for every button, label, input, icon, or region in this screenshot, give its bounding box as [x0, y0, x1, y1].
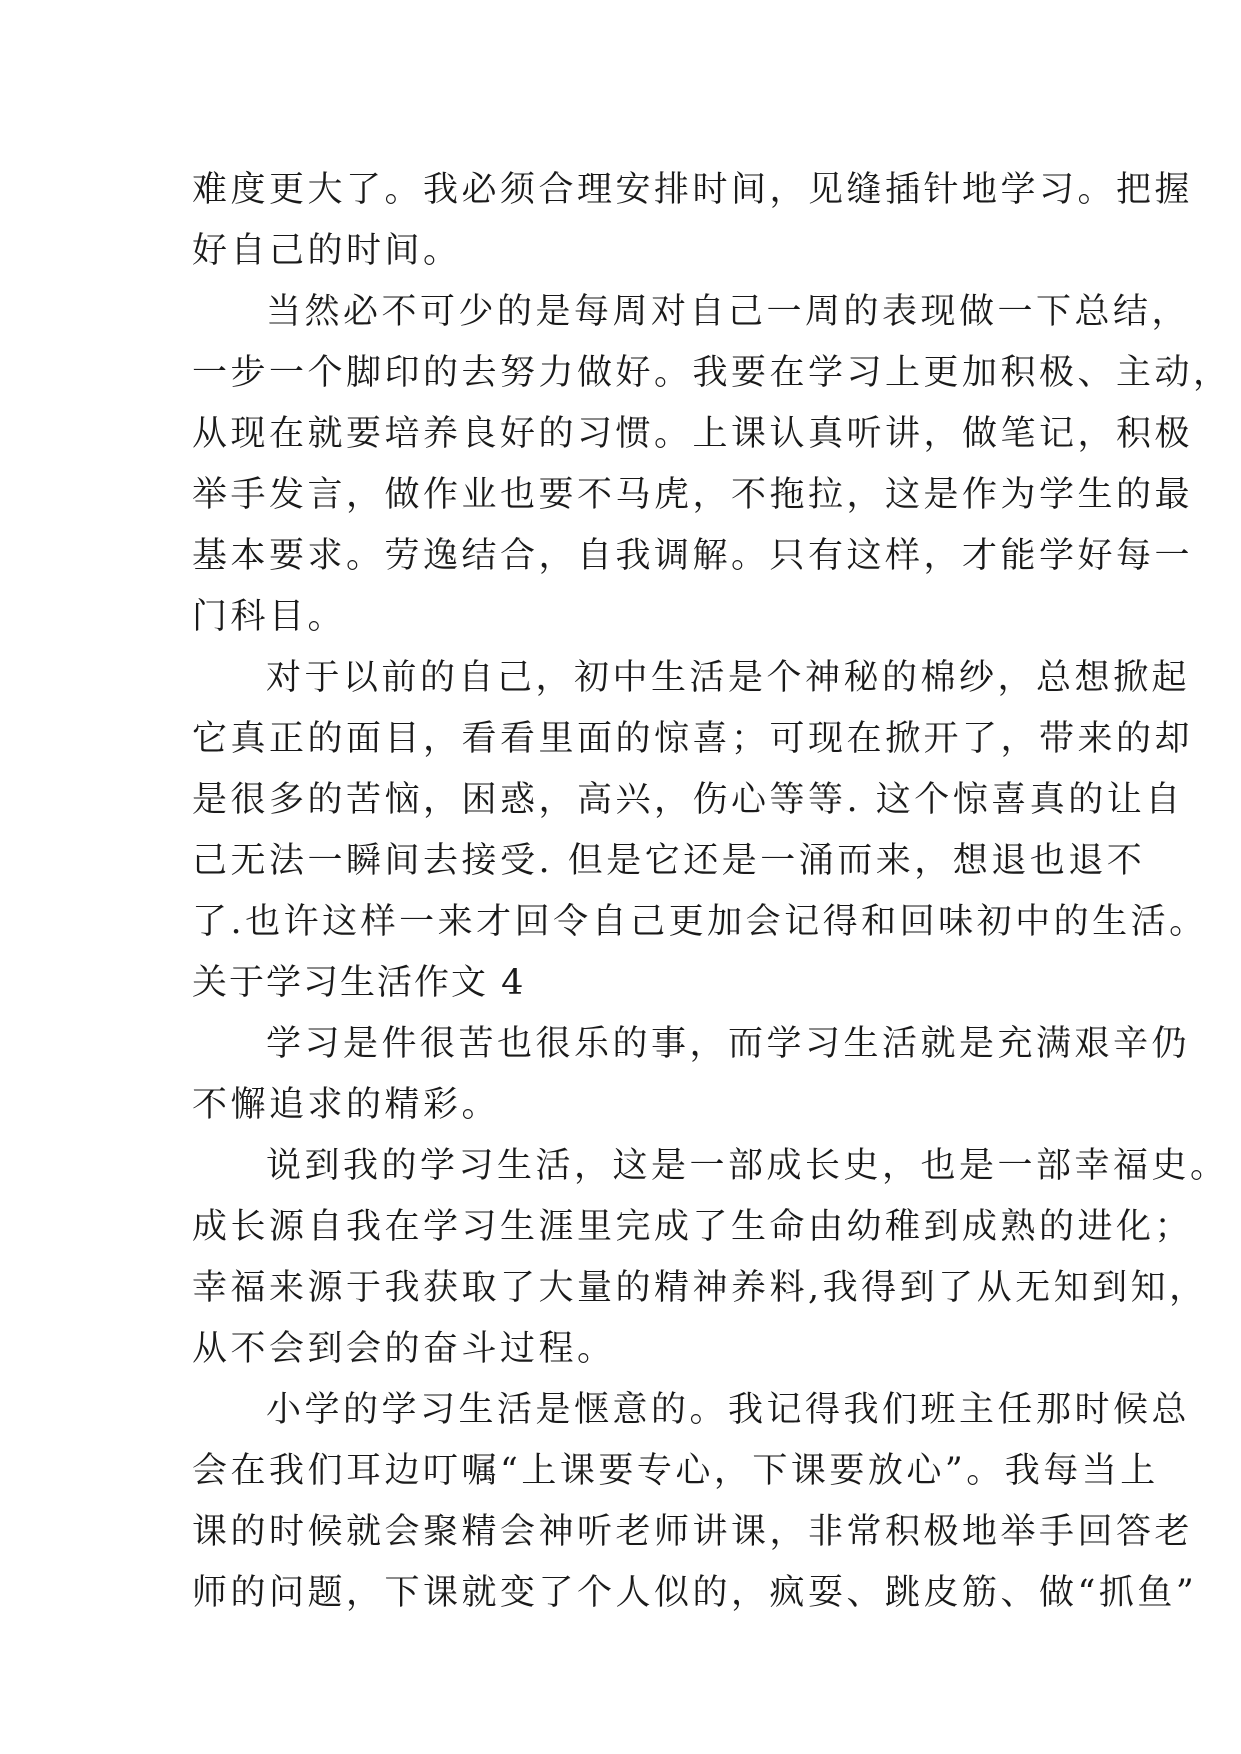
- text-line: 会在我们耳边叮嘱“上课要专心，下课要放心”。我每当上: [192, 1451, 1159, 1491]
- text-line: 课的时候就会聚精会神听老师讲课，非常积极地举手回答老: [192, 1512, 1194, 1552]
- section-heading: 关于学习生活作文 4: [192, 963, 526, 1003]
- text-line: 从不会到会的奋斗过程。: [192, 1329, 616, 1369]
- paragraph-start-line: 小学的学习生活是惬意的。我记得我们班主任那时候总: [266, 1390, 1191, 1430]
- text-line: 从现在就要培养良好的习惯。上课认真听讲，做笔记，积极: [192, 414, 1194, 454]
- text-line: 门科目。: [192, 597, 347, 637]
- paragraph-start-line: 学习是件很苦也很乐的事，而学习生活就是充满艰辛仍: [266, 1024, 1191, 1064]
- text-line: 基本要求。劳逸结合，自我调解。只有这样，才能学好每一: [192, 536, 1194, 576]
- text-line: 难度更大了。我必须合理安排时间，见缝插针地学习。把握: [192, 170, 1194, 210]
- text-line: 举手发言，做作业也要不马虎，不拖拉，这是作为学生的最: [192, 475, 1194, 515]
- text-line: 幸福来源于我获取了大量的精神养料,我得到了从无知到知，: [192, 1268, 1208, 1308]
- text-line: 是很多的苦恼，困惑，高兴，伤心等等. 这个惊喜真的让自: [192, 780, 1184, 820]
- document-body: [192, 160, 1232, 1624]
- text-line: 好自己的时间。: [192, 231, 462, 271]
- paragraph-start-line: 说到我的学习生活，这是一部成长史，也是一部幸福史。: [266, 1146, 1229, 1186]
- text-line: 成长源自我在学习生涯里完成了生命由幼稚到成熟的进化；: [192, 1207, 1194, 1247]
- text-line: 己无法一瞬间去接受. 但是它还是一涌而来，想退也退不: [192, 841, 1146, 881]
- text-line: 师的问题，下课就变了个人似的，疯耍、跳皮筋、做“抓鱼”: [192, 1573, 1198, 1613]
- text-line: 它真正的面目，看看里面的惊喜；可现在掀开了，带来的却: [192, 719, 1194, 759]
- text-line: 了.也许这样一来才回令自己更加会记得和回味初中的生活。: [192, 902, 1208, 942]
- paragraph-start-line: 当然必不可少的是每周对自己一周的表现做一下总结，: [266, 292, 1191, 332]
- text-line: 一步一个脚印的去努力做好。我要在学习上更加积极、主动，: [192, 353, 1232, 393]
- paragraph-start-line: 对于以前的自己，初中生活是个神秘的棉纱，总想掀起: [266, 658, 1191, 698]
- text-line: 不懈追求的精彩。: [192, 1085, 501, 1125]
